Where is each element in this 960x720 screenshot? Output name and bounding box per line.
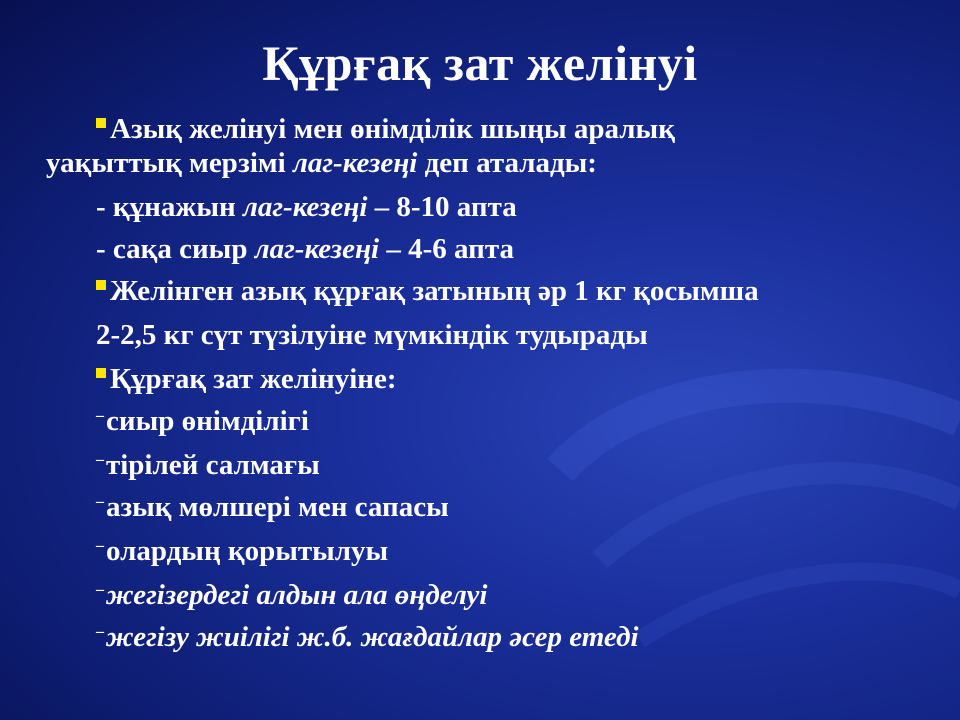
dash-glyph: – bbox=[96, 581, 104, 598]
dash-item-text: азық мөлшері мен сапасы bbox=[106, 491, 449, 523]
bullet-2-line-1 bbox=[96, 274, 759, 308]
dash-item bbox=[96, 578, 487, 617]
dash-glyph: – bbox=[96, 537, 104, 554]
dash-glyph: – bbox=[96, 623, 104, 640]
sub-item-cow-prefix: - сақа сиыр bbox=[96, 233, 255, 265]
dash-item bbox=[96, 620, 639, 659]
sub-item-cow bbox=[96, 232, 514, 266]
slide-title: Құрғақ зат желінуі bbox=[262, 35, 698, 91]
sub-item-heifer bbox=[96, 190, 517, 224]
lag-term: лаг-кезеңі bbox=[254, 233, 380, 265]
sub-item-cow-suffix: – 4-6 апта bbox=[379, 233, 514, 265]
bullet-1-text: Азық желінуі мен өнімділік шыңы аралық bbox=[110, 113, 675, 145]
dash-item bbox=[96, 448, 320, 487]
bullet-3-text: Құрғақ зат желінуіне: bbox=[110, 363, 397, 395]
dash-glyph: – bbox=[96, 407, 104, 424]
bullet-1-line-2-prefix: уақыттық мерзімі bbox=[46, 147, 293, 179]
bullet-square-icon bbox=[96, 118, 106, 128]
bullet-square-icon bbox=[96, 280, 106, 290]
bullet-2-line-2: 2-2,5 кг сүт түзілуіне мүмкіндік тудырады bbox=[96, 319, 648, 351]
bullet-square-icon bbox=[96, 368, 106, 378]
dash-item bbox=[96, 490, 449, 529]
dash-item-text: сиыр өнімділігі bbox=[106, 405, 309, 437]
dash-item bbox=[96, 534, 388, 573]
bullet-2-text: Желінген азық құрғақ затының әр 1 кг қосымша bbox=[110, 275, 759, 307]
dash-item bbox=[96, 404, 309, 443]
dash-glyph: – bbox=[96, 451, 104, 468]
dash-item-text: жегізу жиілігі ж.б. жағдайлар әсер етеді bbox=[106, 621, 639, 653]
bullet-3 bbox=[96, 362, 397, 396]
lag-term: лаг-кезеңі bbox=[292, 147, 418, 179]
bullet-1-line-2-suffix: деп аталады: bbox=[417, 147, 597, 179]
dash-item-text: жегізердегі алдын ала өңделуі bbox=[106, 579, 488, 611]
bullet-1-line-2 bbox=[46, 146, 597, 180]
sub-item-heifer-prefix: - құнажын bbox=[96, 191, 243, 223]
dash-item-text: тірілей салмағы bbox=[106, 449, 320, 481]
dash-item-text: олардың қорытылуы bbox=[106, 535, 389, 567]
lag-term: лаг-кезеңі bbox=[242, 191, 368, 223]
dash-glyph: – bbox=[96, 493, 104, 510]
bullet-1-line-1 bbox=[96, 112, 675, 146]
sub-item-heifer-suffix: – 8-10 апта bbox=[367, 191, 517, 223]
